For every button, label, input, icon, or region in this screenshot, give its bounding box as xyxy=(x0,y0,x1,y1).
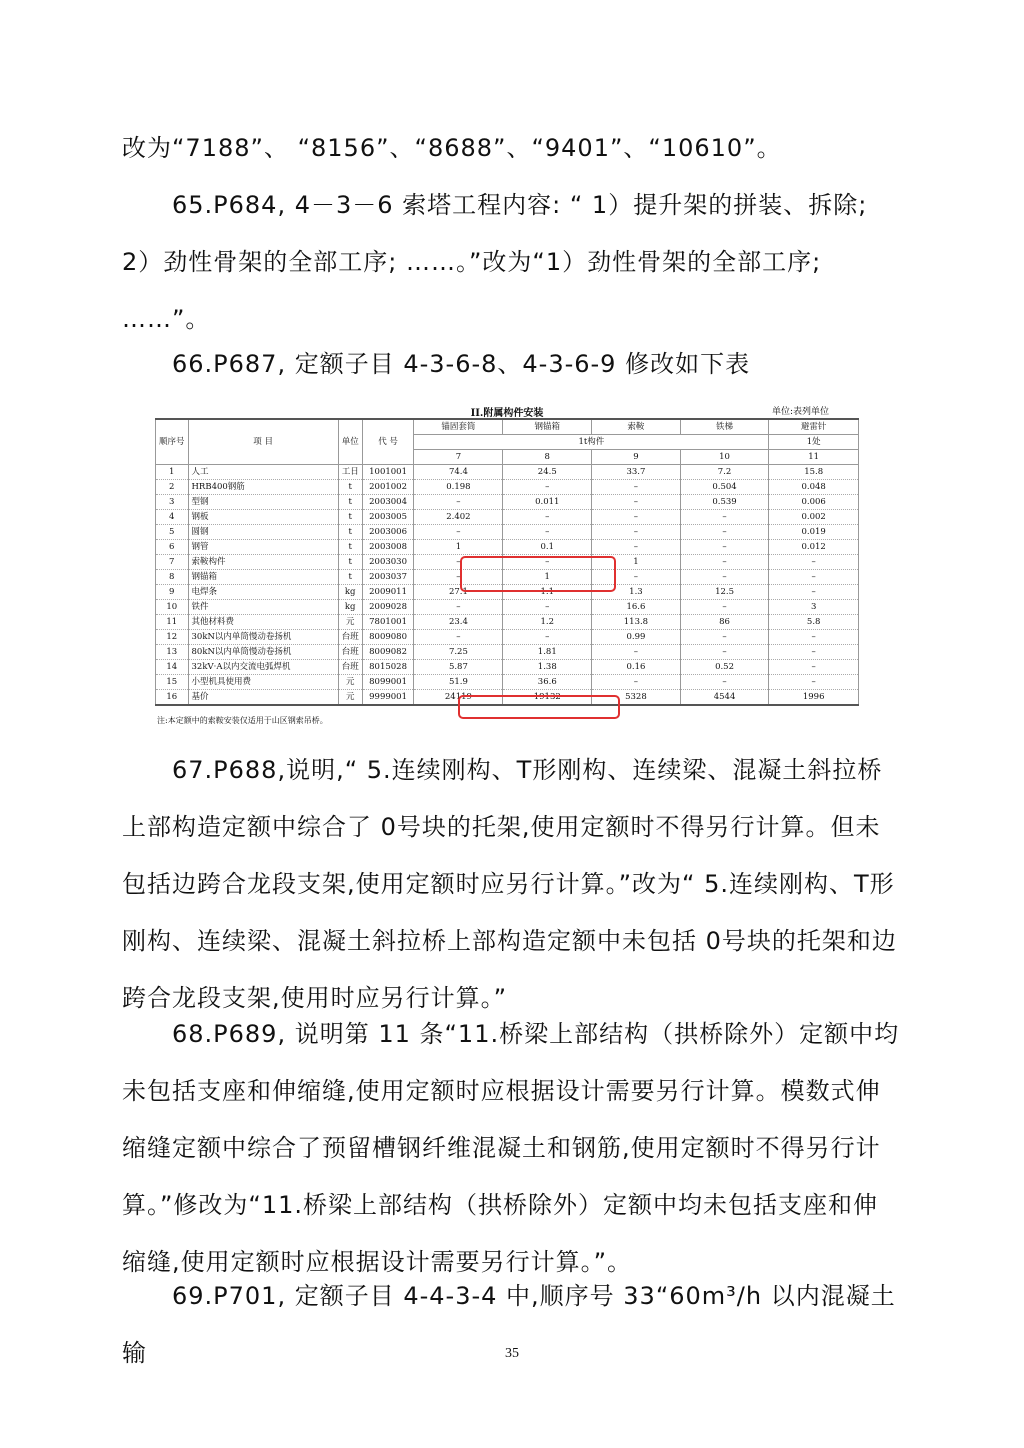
table-row xyxy=(156,615,859,630)
row-value: 0.16 xyxy=(592,660,681,675)
row-value: – xyxy=(503,555,592,570)
row-item: 圆钢 xyxy=(188,525,338,540)
header-seq: 顺序号 xyxy=(156,419,189,465)
row-code: 2009011 xyxy=(362,585,414,600)
row-item: 30kN以内单筒慢动卷扬机 xyxy=(188,630,338,645)
row-value: 0.198 xyxy=(414,480,503,495)
header-num: 7 xyxy=(414,450,503,465)
row-value: 5.8 xyxy=(769,615,859,630)
row-value: 1.1 xyxy=(503,585,592,600)
header-col-11: 避雷针 xyxy=(769,419,859,435)
row-value: – xyxy=(414,555,503,570)
row-unit: t xyxy=(338,540,362,555)
row-item: 80kN以内单筒慢动卷扬机 xyxy=(188,645,338,660)
row-code: 2009028 xyxy=(362,600,414,615)
row-value: – xyxy=(769,675,859,690)
row-value: – xyxy=(503,480,592,495)
row-value: 0.012 xyxy=(769,540,859,555)
row-value: 5328 xyxy=(592,690,681,706)
row-unit: t xyxy=(338,510,362,525)
table-row xyxy=(156,645,859,660)
row-value: – xyxy=(414,630,503,645)
header-unit-1t: 1t构件 xyxy=(414,435,769,450)
row-value: – xyxy=(680,510,769,525)
header-col-10: 铁梯 xyxy=(680,419,769,435)
row-value: 1 xyxy=(592,555,681,570)
row-code: 2001002 xyxy=(362,480,414,495)
row-value: 7.25 xyxy=(414,645,503,660)
table-row xyxy=(156,600,859,615)
row-unit: 台班 xyxy=(338,645,362,660)
header-col-9: 索鞍 xyxy=(592,419,681,435)
row-value: 1 xyxy=(414,540,503,555)
row-unit: t xyxy=(338,495,362,510)
row-value: 0.539 xyxy=(680,495,769,510)
table-row xyxy=(156,465,859,480)
row-code: 2003005 xyxy=(362,510,414,525)
highlight-box xyxy=(458,695,620,719)
row-code: 8099001 xyxy=(362,675,414,690)
row-value: 23.4 xyxy=(414,615,503,630)
row-value: – xyxy=(592,510,681,525)
row-seq: 1 xyxy=(156,465,189,480)
header-num: 10 xyxy=(680,450,769,465)
row-seq: 3 xyxy=(156,495,189,510)
row-code: 2003006 xyxy=(362,525,414,540)
row-seq: 8 xyxy=(156,570,189,585)
row-code: 9999001 xyxy=(362,690,414,706)
row-value: 0.1 xyxy=(503,540,592,555)
row-value: – xyxy=(592,525,681,540)
row-code: 1001001 xyxy=(362,465,414,480)
row-value: 74.4 xyxy=(414,465,503,480)
table-title: II.附属构件安装 xyxy=(470,408,544,419)
row-item: 钢板 xyxy=(188,510,338,525)
row-unit: 台班 xyxy=(338,630,362,645)
row-value: – xyxy=(769,570,859,585)
paragraph-69: 69.P701, 定额子目 4-4-3-4 中,顺序号 33“60m³/h 以内混凝土输 xyxy=(122,1282,896,1367)
paragraph-65: 65.P684, 4－3－6 索塔工程内容: “ 1）提升架的拼装、拆除; 2）劲性骨架的全部工序; ……。”改为“1）劲性骨架的全部工序; ……”。 xyxy=(122,191,868,333)
row-value: – xyxy=(680,630,769,645)
row-value: – xyxy=(592,495,681,510)
table-row xyxy=(156,480,859,495)
row-code: 2003004 xyxy=(362,495,414,510)
row-item: 型钢 xyxy=(188,495,338,510)
row-value: 0.99 xyxy=(592,630,681,645)
header-item: 项 目 xyxy=(188,419,338,465)
header-code: 代 号 xyxy=(362,419,414,465)
row-value: 15.8 xyxy=(769,465,859,480)
row-code: 7801001 xyxy=(362,615,414,630)
row-value: – xyxy=(414,570,503,585)
table-row xyxy=(156,525,859,540)
row-value: – xyxy=(414,525,503,540)
row-value: 19132 xyxy=(503,690,592,706)
table-unit-note: 单位:表列单位 xyxy=(771,407,829,417)
row-value: – xyxy=(503,630,592,645)
row-item: 小型机具使用费 xyxy=(188,675,338,690)
row-value: 1996 xyxy=(769,690,859,706)
row-value: – xyxy=(680,675,769,690)
row-unit: t xyxy=(338,480,362,495)
row-value: 0.002 xyxy=(769,510,859,525)
row-value: 0.011 xyxy=(503,495,592,510)
table-row xyxy=(156,675,859,690)
row-value: 0.504 xyxy=(680,480,769,495)
row-value: 33.7 xyxy=(592,465,681,480)
row-value: 1.2 xyxy=(503,615,592,630)
row-seq: 13 xyxy=(156,645,189,660)
row-value: 2.402 xyxy=(414,510,503,525)
row-value: – xyxy=(769,645,859,660)
row-value: – xyxy=(592,570,681,585)
row-value: 24.5 xyxy=(503,465,592,480)
header-col-7: 锚固套筒 xyxy=(414,419,503,435)
paragraph-66: 66.P687, 定额子目 4-3-6-8、4-3-6-9 修改如下表 xyxy=(172,350,751,378)
row-value: – xyxy=(769,630,859,645)
row-unit: t xyxy=(338,525,362,540)
row-seq: 7 xyxy=(156,555,189,570)
row-item: 其他材料费 xyxy=(188,615,338,630)
row-value: 5.87 xyxy=(414,660,503,675)
row-seq: 11 xyxy=(156,615,189,630)
row-unit: 元 xyxy=(338,615,362,630)
paragraph-68: 68.P689, 说明第 11 条“11.桥梁上部结构（拱桥除外）定额中均未包括支座和伸缩缝,使用定额时应根据设计需要另行计算。模数式伸缩缝定额中综合了预留槽钢纤维混凝土和钢筋,使用定额时不得另行计算。”修改为“11.桥梁上部结构（拱桥除外）定额中均未包括支座和伸缩缝,使用定额时应根据设计需要另行计算。”。 xyxy=(122,1020,900,1276)
header-unit: 单位 xyxy=(338,419,362,465)
row-value: – xyxy=(503,525,592,540)
row-item: 32kV·A以内交流电弧焊机 xyxy=(188,660,338,675)
paragraph-64-continued: 改为“7188”、 “8156”、“8688”、“9401”、“10610”。 xyxy=(122,134,782,162)
row-code: 8009082 xyxy=(362,645,414,660)
row-item: 电焊条 xyxy=(188,585,338,600)
highlight-box xyxy=(460,556,616,592)
table-row xyxy=(156,495,859,510)
row-unit: 元 xyxy=(338,675,362,690)
row-value: 86 xyxy=(680,615,769,630)
row-value: – xyxy=(592,675,681,690)
row-item: 基价 xyxy=(188,690,338,706)
row-item: 索鞍构件 xyxy=(188,555,338,570)
row-value: 1.81 xyxy=(503,645,592,660)
row-value: 1.38 xyxy=(503,660,592,675)
row-item: HRB400钢筋 xyxy=(188,480,338,495)
row-value: 36.6 xyxy=(503,675,592,690)
row-value: 7.2 xyxy=(680,465,769,480)
table-footnote: 注:本定额中的索鞍安装仅适用于山区钢索吊桥。 xyxy=(157,716,328,725)
row-value: – xyxy=(680,600,769,615)
row-value: 4544 xyxy=(680,690,769,706)
row-value: 0.048 xyxy=(769,480,859,495)
row-seq: 2 xyxy=(156,480,189,495)
quota-table-figure xyxy=(155,404,859,726)
row-value: 12.5 xyxy=(680,585,769,600)
row-code: 8009080 xyxy=(362,630,414,645)
header-num: 11 xyxy=(769,450,859,465)
row-value: – xyxy=(680,570,769,585)
row-code: 8015028 xyxy=(362,660,414,675)
row-seq: 12 xyxy=(156,630,189,645)
row-value: – xyxy=(680,525,769,540)
row-value: 1.3 xyxy=(592,585,681,600)
row-seq: 4 xyxy=(156,510,189,525)
row-code: 2003037 xyxy=(362,570,414,585)
page-number: 35 xyxy=(505,1346,519,1361)
row-value: 51.9 xyxy=(414,675,503,690)
row-value: – xyxy=(680,645,769,660)
table-row xyxy=(156,660,859,675)
row-item: 人工 xyxy=(188,465,338,480)
header-num: 8 xyxy=(503,450,592,465)
row-unit: 台班 xyxy=(338,660,362,675)
paragraph-67: 67.P688,说明,“ 5.连续刚构、T形刚构、连续梁、混凝土斜拉桥上部构造定额中综合了 0号块的托架,使用定额时不得另行计算。但未包括边跨合龙段支架,使用定额时应另行计算。”改为“ 5.连续刚构、T形刚构、连续梁、混凝土斜拉桥上部构造定额中未包括 0号块的托架和边跨合龙段支架,使用时应另行计算。” xyxy=(122,756,897,1012)
row-unit: kg xyxy=(338,585,362,600)
row-value: 16.6 xyxy=(592,600,681,615)
row-value: – xyxy=(592,645,681,660)
row-value: – xyxy=(680,540,769,555)
row-value: – xyxy=(680,555,769,570)
table-row xyxy=(156,630,859,645)
row-unit: t xyxy=(338,555,362,570)
row-value: – xyxy=(414,600,503,615)
row-value: 3 xyxy=(769,600,859,615)
row-value: – xyxy=(414,495,503,510)
row-value: – xyxy=(503,600,592,615)
row-item: 钢管 xyxy=(188,540,338,555)
row-value: 27.1 xyxy=(414,585,503,600)
row-value: 0.019 xyxy=(769,525,859,540)
row-seq: 9 xyxy=(156,585,189,600)
row-value: 1 xyxy=(503,570,592,585)
table-row xyxy=(156,540,859,555)
row-value: – xyxy=(769,660,859,675)
row-seq: 10 xyxy=(156,600,189,615)
header-num: 9 xyxy=(592,450,681,465)
row-value: 0.006 xyxy=(769,495,859,510)
row-value: – xyxy=(769,585,859,600)
row-seq: 16 xyxy=(156,690,189,706)
row-unit: 工日 xyxy=(338,465,362,480)
row-seq: 5 xyxy=(156,525,189,540)
row-value: – xyxy=(503,510,592,525)
row-unit: kg xyxy=(338,600,362,615)
header-col-8: 钢锚箱 xyxy=(503,419,592,435)
row-item: 铁件 xyxy=(188,600,338,615)
row-unit: t xyxy=(338,570,362,585)
row-code: 2003030 xyxy=(362,555,414,570)
row-value: – xyxy=(592,480,681,495)
row-code: 2003008 xyxy=(362,540,414,555)
row-value: – xyxy=(769,555,859,570)
row-seq: 15 xyxy=(156,675,189,690)
row-value: – xyxy=(592,540,681,555)
row-seq: 14 xyxy=(156,660,189,675)
row-value: 24119 xyxy=(414,690,503,706)
row-unit: 元 xyxy=(338,690,362,706)
table-row xyxy=(156,510,859,525)
row-value: 113.8 xyxy=(592,615,681,630)
row-item: 钢锚箱 xyxy=(188,570,338,585)
row-seq: 6 xyxy=(156,540,189,555)
row-value: 0.52 xyxy=(680,660,769,675)
header-unit-1: 1处 xyxy=(769,435,859,450)
